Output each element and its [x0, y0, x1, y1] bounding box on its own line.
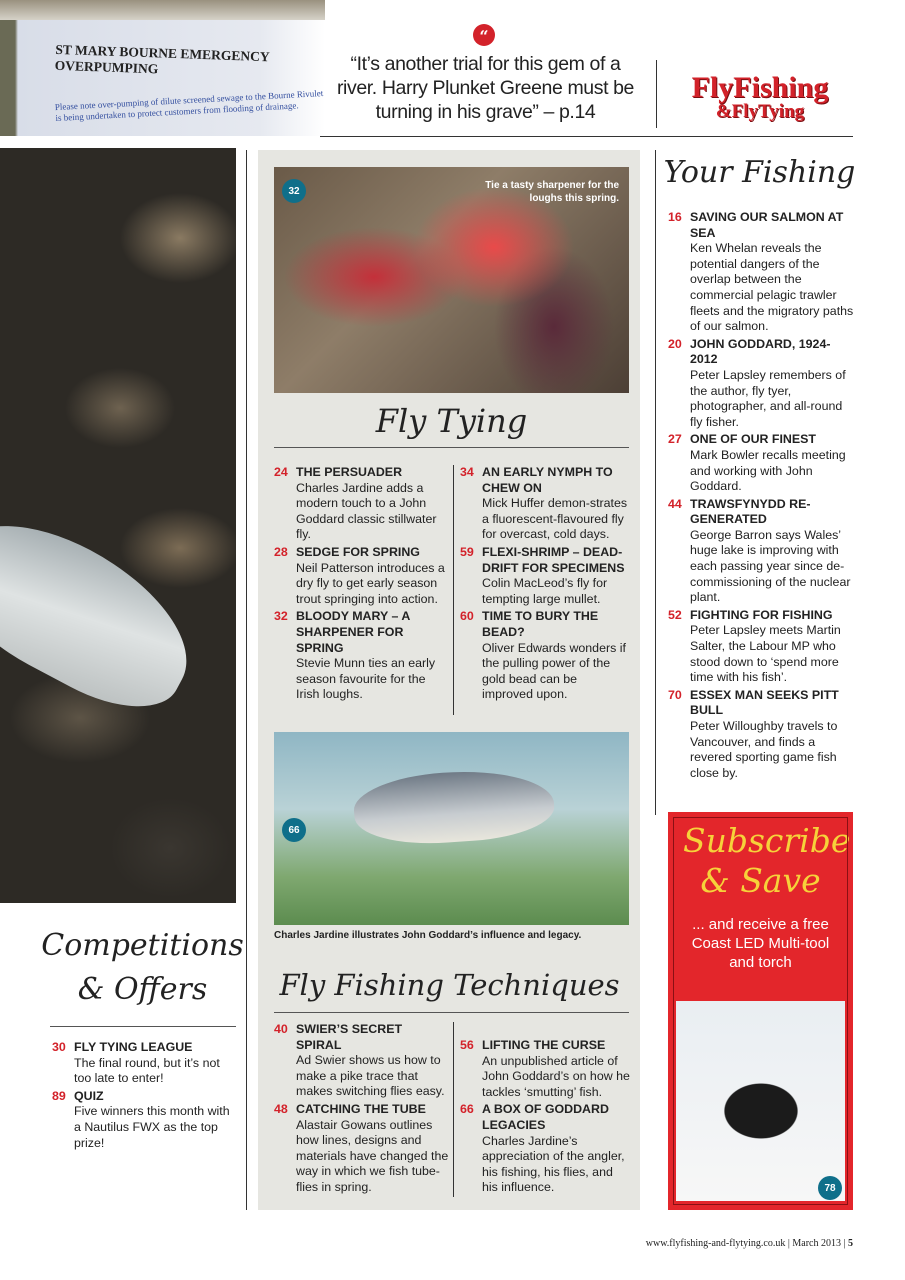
page-number-label: 32 — [274, 609, 288, 624]
photo-caption: Tie a tasty sharpener for the loughs this spring. — [485, 180, 619, 204]
item-description: Alastair Gowans outlines how lines, designs and materials have changed the way in which we fish tube-flies in spring. — [296, 1117, 449, 1194]
branch — [0, 0, 325, 20]
item-header — [274, 609, 450, 656]
item-title: SEDGE FOR SPRING — [296, 544, 420, 559]
right-divider — [655, 150, 656, 815]
header-rule — [320, 136, 853, 137]
item-description: Neil Patterson introduces a dry fly to get early season trout springing into action. — [296, 560, 445, 606]
page-badge: 66 — [282, 818, 306, 842]
subscribe-text: ... and receive a free Coast LED Multi-tool and torch — [691, 916, 830, 971]
page-number-label: 40 — [274, 1022, 288, 1036]
item-description: The final round, but it’s not too late to enter! — [74, 1055, 220, 1086]
item-header — [274, 465, 450, 481]
multitool-photo — [676, 1001, 845, 1201]
item-description: Colin MacLeod’s fly for tempting large mullet. — [482, 576, 608, 606]
pull-quote: “It’s another trial for this gem of a river. Harry Plunket Greene must be turning in his grave” – p.14 — [336, 53, 635, 123]
page-number-label: 60 — [460, 609, 474, 624]
footer: www.flyfishing-and-flytying.co.uk | March 2013 | 5 — [645, 1238, 853, 1249]
item-header — [460, 1102, 630, 1133]
item-description: George Barron says Wales’ huge lake is improving with each passing year since de-commissioning of the nuclear plant. — [690, 527, 851, 605]
item-title: LIFTING THE CURSE — [482, 1038, 606, 1052]
item-description: Peter Lapsley meets Martin Salter, the Labour MP who stood down to ‘spend more time with his fish’. — [690, 623, 841, 685]
item-header — [274, 1102, 450, 1118]
item-description: Peter Willoughby travels to Vancouver, and finds a revered sporting game fish close by. — [690, 719, 838, 780]
list-item[interactable] — [274, 1022, 450, 1100]
grayling — [352, 765, 556, 849]
page-number: 5 — [848, 1238, 853, 1249]
list-item[interactable] — [668, 432, 858, 494]
item-title: TRAWSFYNYDD RE-GENERATED — [690, 496, 811, 527]
techniques-col-divider — [453, 1022, 454, 1197]
sign-text: Please note over-pumping of dilute screened sewage to the Bourne Rivulet is being undertaken to protect customers from flooding of drainage. — [54, 88, 324, 124]
list-item[interactable] — [668, 337, 858, 431]
footer-date: March 2013 — [792, 1238, 841, 1249]
page-number-label: 56 — [460, 1038, 474, 1052]
page-number-label: 27 — [668, 432, 682, 447]
item-description: Charles Jardine’s appreciation of the angler, his fishing, his flies, and his influence. — [482, 1133, 625, 1195]
page-number-label: 52 — [668, 607, 682, 622]
your-fishing-heading: Your Fishing — [663, 155, 856, 190]
list-item[interactable] — [460, 1038, 630, 1100]
item-description: Ad Swier shows us how to make a pike trace that makes switching flies easy. — [296, 1053, 445, 1099]
sign-title: ST MARY BOURNE EMERGENCY OVERPUMPING — [54, 41, 270, 77]
item-description: Ken Whelan reveals the potential dangers of the overlap between the commercial pelagic trawler fleets and the migratory paths of our salmon. — [690, 241, 854, 334]
page-number-label: 44 — [668, 496, 682, 511]
list-item[interactable] — [52, 1089, 237, 1151]
list-item[interactable] — [460, 545, 630, 607]
your-fishing-list — [668, 210, 858, 783]
list-item[interactable] — [274, 465, 450, 543]
list-item[interactable] — [668, 608, 858, 686]
item-header — [668, 432, 858, 448]
magazine-logo: FlyFishing &FlyTying — [691, 71, 829, 122]
competitions-list — [52, 1040, 237, 1153]
list-item[interactable] — [460, 609, 630, 703]
list-item[interactable] — [52, 1040, 237, 1087]
fly-tying-heading: Fly Tying — [375, 402, 528, 440]
item-header — [668, 497, 858, 528]
page-number-label: 28 — [274, 544, 288, 559]
item-title: JOHN GODDARD, 1924-2012 — [690, 336, 831, 367]
techniques-col2 — [460, 1038, 630, 1198]
painting-caption: Charles Jardine illustrates John Goddard’s influence and legacy. — [274, 930, 582, 941]
item-title: TIME TO BURY THE BEAD? — [482, 609, 599, 639]
page-number-label: 24 — [274, 465, 288, 479]
item-title: THE PERSUADER — [296, 465, 403, 479]
salmon — [0, 495, 215, 732]
item-title: FIGHTING FOR FISHING — [690, 607, 833, 622]
item-description: Stevie Munn ties an early season favourite for the Irish loughs. — [296, 656, 436, 702]
item-header — [52, 1089, 237, 1105]
item-header — [52, 1040, 237, 1056]
item-title: ESSEX MAN SEEKS PITT BULL — [690, 687, 839, 718]
fly-tying-rule — [274, 447, 629, 448]
subscribe-heading: Subscribe & Save — [683, 821, 851, 900]
list-item[interactable] — [668, 210, 858, 335]
page-number-label: 89 — [52, 1088, 66, 1103]
item-header — [274, 545, 450, 561]
list-item[interactable] — [460, 1102, 630, 1196]
list-item[interactable] — [274, 609, 450, 703]
competitions-heading: Competitions & Offers — [41, 928, 244, 1007]
item-title: FLEXI-SHRIMP – DEAD-DRIFT FOR SPECIMENS — [482, 544, 625, 575]
item-title: BLOODY MARY – A SHARPENER FOR SPRING — [296, 609, 410, 655]
item-header — [668, 688, 858, 719]
item-header — [668, 337, 858, 368]
list-item[interactable] — [274, 1102, 450, 1196]
item-header — [460, 545, 630, 576]
item-header — [460, 609, 630, 640]
list-item[interactable] — [274, 545, 450, 607]
item-description: Charles Jardine adds a modern touch to a John Goddard classic stillwater fly. — [296, 480, 437, 542]
list-item[interactable] — [668, 497, 858, 606]
list-item[interactable] — [460, 465, 630, 543]
column-divider — [246, 150, 247, 1210]
page-number-label: 70 — [668, 687, 682, 702]
header-divider — [656, 60, 657, 128]
item-description: Five winners this month with a Nautilus FWX as the top prize! — [74, 1104, 230, 1150]
footer-url[interactable]: www.flyfishing-and-flytying.co.uk — [645, 1238, 786, 1249]
techniques-heading: Fly Fishing Techniques — [279, 968, 620, 1002]
techniques-rule — [274, 1012, 629, 1013]
salmon-photo — [0, 148, 236, 903]
item-title: AN EARLY NYMPH TO CHEW ON — [482, 465, 613, 495]
item-description: Mark Bowler recalls meeting and working with John Goddard. — [690, 447, 846, 494]
item-title: SAVING OUR SALMON AT SEA — [690, 210, 844, 240]
list-item[interactable] — [668, 688, 858, 782]
grayling-painting — [274, 732, 629, 925]
item-description: An unpublished article of John Goddard’s on how he tackles ‘smutting’ fish. — [482, 1053, 630, 1099]
competitions-rule — [50, 1026, 236, 1027]
page-number-label: 48 — [274, 1101, 288, 1116]
item-title: SWIER’S SECRET SPIRAL — [296, 1022, 403, 1052]
page-number-label: 16 — [668, 210, 682, 224]
item-description: Mick Huffer demon-strates a fluorescent-flavoured fly for overcast, cold days. — [482, 496, 628, 542]
techniques-col1 — [274, 1022, 450, 1198]
item-title: FLY TYING LEAGUE — [74, 1040, 193, 1054]
fly-tying-col-divider — [453, 465, 454, 715]
item-title: A BOX OF GODDARD LEGACIES — [482, 1102, 609, 1132]
page-number-label: 66 — [460, 1102, 474, 1117]
fly-tying-col1 — [274, 465, 450, 705]
item-header — [668, 608, 858, 624]
item-header — [460, 1038, 630, 1054]
item-header — [460, 465, 630, 496]
fly-tying-col2 — [460, 465, 630, 705]
item-description: Oliver Edwards wonders if the pulling power of the gold bead can be improved upon. — [482, 640, 626, 702]
item-header — [668, 210, 858, 241]
sign-photo — [0, 0, 325, 136]
subscribe-box[interactable] — [668, 812, 853, 1210]
fly-photo — [274, 167, 629, 393]
item-header — [274, 1022, 450, 1053]
item-description: Peter Lapsley remembers of the author, fly tyer, photographer, and all-round fly fisher. — [690, 367, 846, 429]
item-title: CATCHING THE TUBE — [296, 1101, 426, 1116]
page-badge: 78 — [818, 1176, 842, 1200]
page-number-label: 30 — [52, 1040, 66, 1054]
page-badge: 32 — [282, 179, 306, 203]
page-number-label: 59 — [460, 544, 474, 559]
page-number-label: 20 — [668, 336, 682, 351]
item-title: ONE OF OUR FINEST — [690, 432, 816, 447]
page-number-label: 34 — [460, 465, 474, 479]
item-title: QUIZ — [74, 1088, 104, 1103]
quote-icon: “ — [473, 24, 495, 46]
